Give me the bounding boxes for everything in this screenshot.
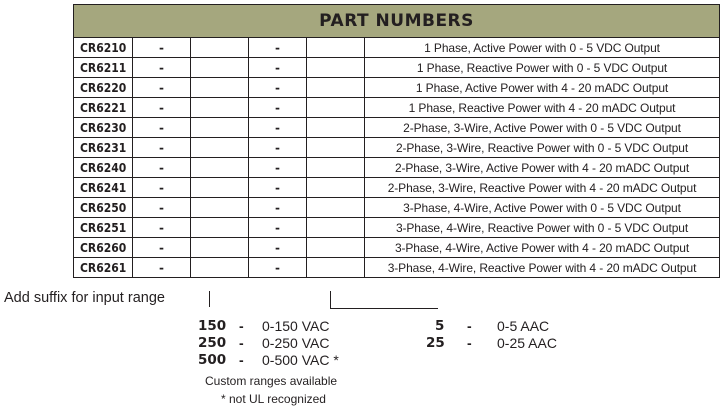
description-cell: 1 Phase, Active Power with 4 - 20 mADC Output — [365, 78, 720, 98]
range-code: 150 — [198, 318, 227, 334]
dash-cell: - — [133, 78, 191, 98]
range-value: 0-25 AAC — [497, 335, 557, 351]
blank-cell — [191, 238, 249, 258]
description-cell: 1 Phase, Reactive Power with 4 - 20 mADC Output — [365, 98, 720, 118]
part-numbers-table-wrap — [73, 4, 719, 278]
blank-cell — [307, 238, 365, 258]
dash-cell: - — [249, 38, 307, 58]
blank-cell — [191, 98, 249, 118]
range-value: 0-500 VAC * — [262, 352, 339, 368]
dash-cell: - — [133, 58, 191, 78]
blank-cell — [307, 78, 365, 98]
range-code: 5 — [435, 318, 445, 334]
table-row — [74, 238, 720, 258]
table-body — [74, 38, 720, 278]
table-row — [74, 258, 720, 278]
dash-cell: - — [249, 198, 307, 218]
part-number-cell: CR6230 — [74, 118, 133, 138]
table-row — [74, 78, 720, 98]
part-number-cell: CR6250 — [74, 198, 133, 218]
table-header-row — [74, 5, 720, 38]
description-cell: 2-Phase, 3-Wire, Active Power with 4 - 20 mADC Output — [365, 158, 720, 178]
table-title: PART NUMBERS — [74, 5, 720, 38]
dash-cell: - — [249, 78, 307, 98]
dash-cell: - — [133, 98, 191, 118]
blank-cell — [307, 198, 365, 218]
blank-cell — [191, 138, 249, 158]
dash-cell: - — [133, 218, 191, 238]
blank-cell — [191, 58, 249, 78]
description-cell: 3-Phase, 4-Wire, Active Power with 4 - 20 mADC Output — [365, 238, 720, 258]
dash-cell: - — [249, 258, 307, 278]
dash-cell: - — [133, 118, 191, 138]
blank-cell — [191, 258, 249, 278]
range-value: 0-5 AAC — [497, 318, 550, 334]
blank-cell — [307, 58, 365, 78]
description-cell: 1 Phase, Active Power with 0 - 5 VDC Output — [365, 38, 720, 58]
description-cell: 2-Phase, 3-Wire, Reactive Power with 0 - 5 VDC Output — [365, 138, 720, 158]
table-row — [74, 98, 720, 118]
part-number-cell: CR6261 — [74, 258, 133, 278]
table-row — [74, 218, 720, 238]
range-separator: - — [239, 352, 244, 368]
dash-cell: - — [249, 98, 307, 118]
range-value: 0-250 VAC — [262, 335, 330, 351]
blank-cell — [191, 158, 249, 178]
description-cell: 2-Phase, 3-Wire, Reactive Power with 4 - 20 mADC Output — [365, 178, 720, 198]
dash-cell: - — [249, 138, 307, 158]
part-numbers-table — [73, 4, 720, 278]
blank-cell — [307, 38, 365, 58]
blank-cell — [191, 118, 249, 138]
blank-cell — [191, 178, 249, 198]
table-row — [74, 118, 720, 138]
part-number-cell: CR6231 — [74, 138, 133, 158]
part-number-cell: CR6251 — [74, 218, 133, 238]
description-cell: 1 Phase, Reactive Power with 0 - 5 VDC Output — [365, 58, 720, 78]
dash-cell: - — [133, 38, 191, 58]
part-number-cell: CR6210 — [74, 38, 133, 58]
blank-cell — [307, 158, 365, 178]
range-separator: - — [467, 318, 472, 334]
part-number-cell: CR6260 — [74, 238, 133, 258]
dash-cell: - — [249, 158, 307, 178]
blank-cell — [307, 218, 365, 238]
description-cell: 3-Phase, 4-Wire, Active Power with 0 - 5 VDC Output — [365, 198, 720, 218]
blank-cell — [307, 178, 365, 198]
part-number-cell: CR6221 — [74, 98, 133, 118]
ul-note: * not UL recognized — [221, 392, 326, 406]
range-separator: - — [239, 335, 244, 351]
range-code: 250 — [198, 335, 227, 351]
part-number-cell: CR6241 — [74, 178, 133, 198]
dash-cell: - — [249, 118, 307, 138]
suffix-position-bar — [209, 291, 210, 307]
dash-cell: - — [133, 258, 191, 278]
blank-cell — [191, 38, 249, 58]
range-separator: - — [239, 318, 244, 334]
dash-cell: - — [249, 218, 307, 238]
table-row — [74, 58, 720, 78]
range-value: 0-150 VAC — [262, 318, 330, 334]
blank-cell — [307, 98, 365, 118]
suffix-label: Add suffix for input range — [4, 290, 165, 306]
table-row — [74, 138, 720, 158]
part-number-cell: CR6211 — [74, 58, 133, 78]
suffix-bracket — [330, 291, 438, 309]
part-number-cell: CR6220 — [74, 78, 133, 98]
table-row — [74, 158, 720, 178]
custom-ranges-note: Custom ranges available — [205, 374, 338, 388]
dash-cell: - — [133, 178, 191, 198]
dash-cell: - — [133, 158, 191, 178]
blank-cell — [191, 198, 249, 218]
blank-cell — [307, 118, 365, 138]
table-row — [74, 198, 720, 218]
dash-cell: - — [249, 178, 307, 198]
range-separator: - — [467, 335, 472, 351]
dash-cell: - — [133, 138, 191, 158]
blank-cell — [307, 138, 365, 158]
description-cell: 3-Phase, 4-Wire, Reactive Power with 0 - 5 VDC Output — [365, 218, 720, 238]
blank-cell — [191, 218, 249, 238]
dash-cell: - — [133, 198, 191, 218]
part-number-cell: CR6240 — [74, 158, 133, 178]
description-cell: 3-Phase, 4-Wire, Reactive Power with 4 - 20 mADC Output — [365, 258, 720, 278]
dash-cell: - — [249, 58, 307, 78]
dash-cell: - — [249, 238, 307, 258]
table-row — [74, 38, 720, 58]
blank-cell — [191, 78, 249, 98]
blank-cell — [307, 258, 365, 278]
description-cell: 2-Phase, 3-Wire, Active Power with 0 - 5 VDC Output — [365, 118, 720, 138]
dash-cell: - — [133, 238, 191, 258]
table-row — [74, 178, 720, 198]
range-code: 25 — [426, 335, 445, 351]
range-code: 500 — [198, 352, 227, 368]
